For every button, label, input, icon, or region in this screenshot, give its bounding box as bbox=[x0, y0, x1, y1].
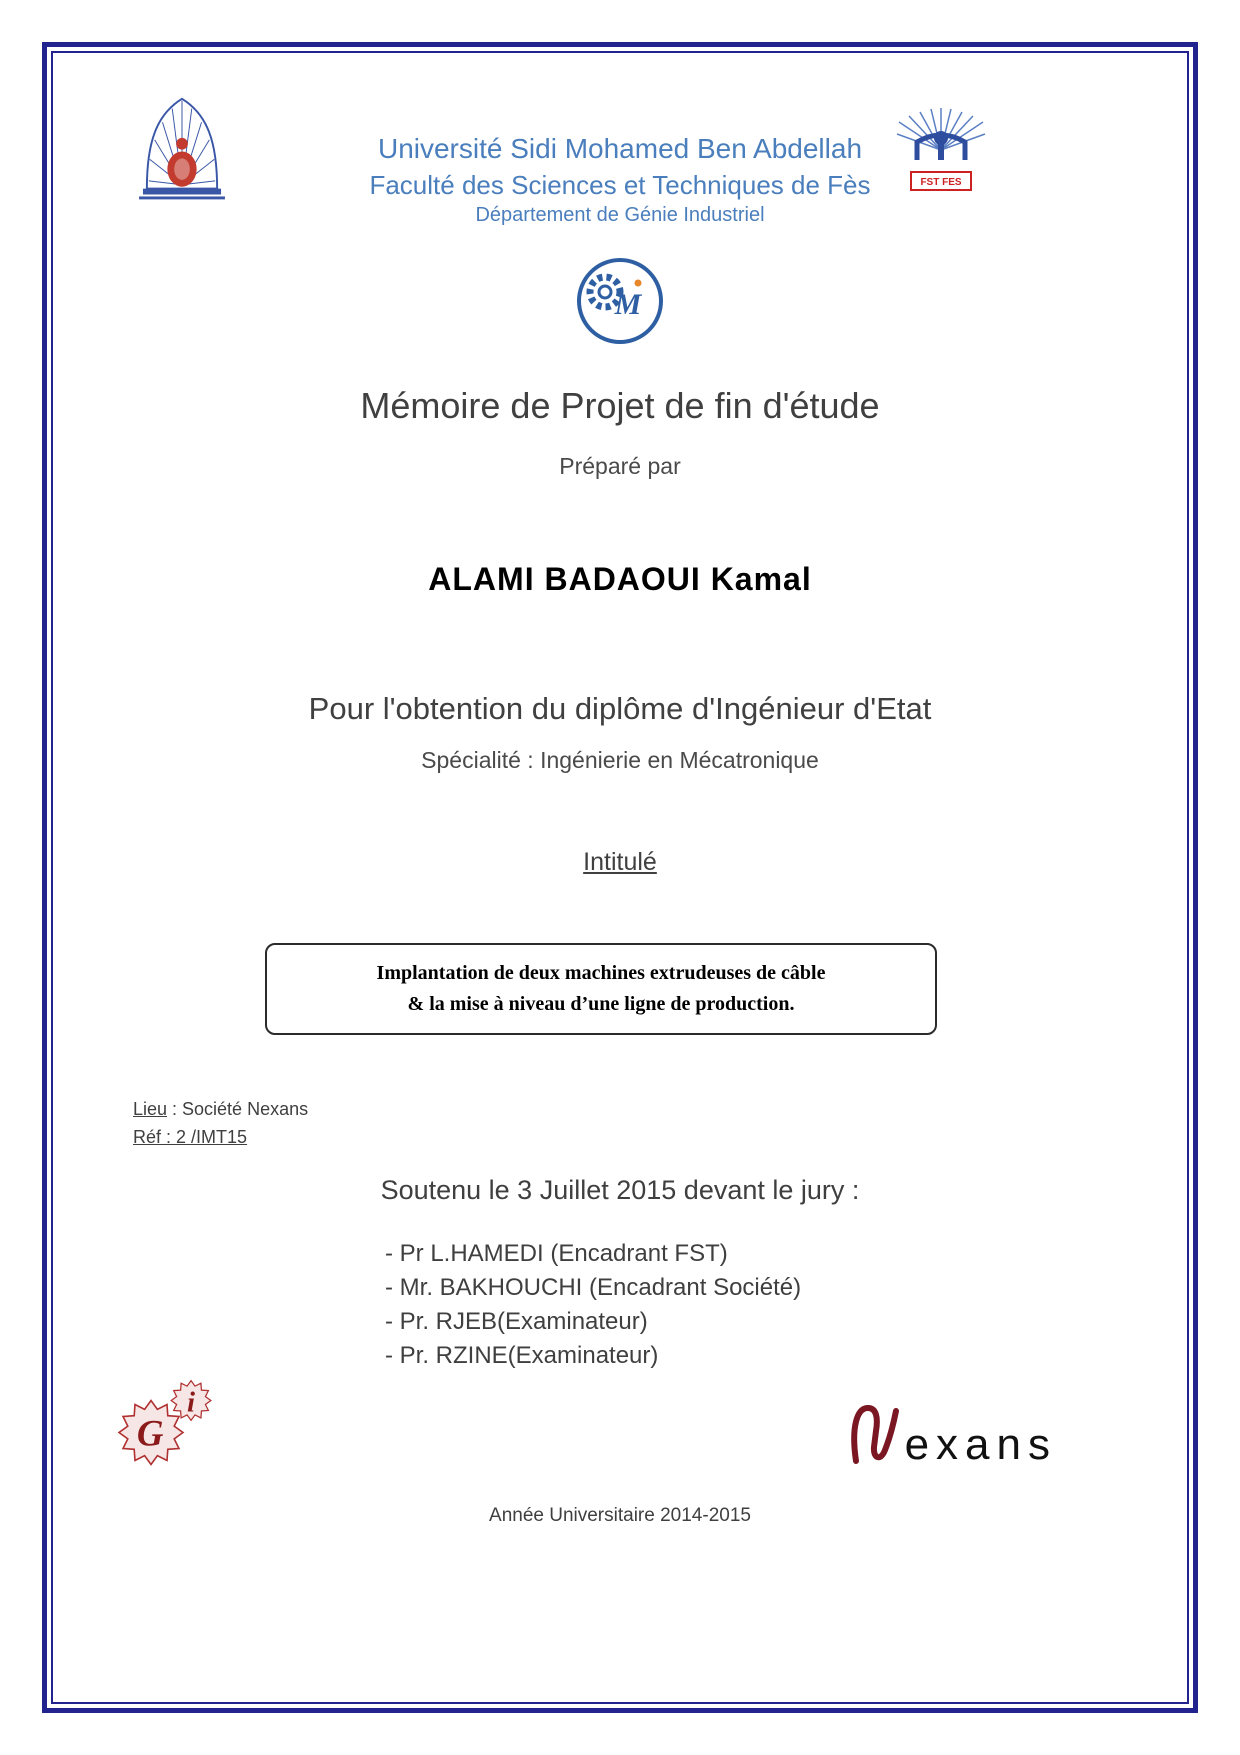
institution-header bbox=[53, 131, 1187, 229]
jury-member: - Pr L.HAMEDI (Encadrant FST) bbox=[385, 1240, 728, 1267]
location-reference-block bbox=[133, 1096, 308, 1152]
project-title-box bbox=[265, 943, 937, 1035]
project-title-line1: Implantation de deux machines extrudeuses de câble bbox=[376, 962, 826, 984]
degree-line: Pour l'obtention du diplôme d'Ingénieur d'Etat bbox=[308, 691, 932, 726]
inner-border-frame bbox=[51, 51, 1189, 1704]
gi-letter-g: G bbox=[136, 1412, 164, 1454]
author-name: ALAMI BADAOUI Kamal bbox=[428, 561, 812, 597]
academic-year-footer: Année Universitaire 2014-2015 bbox=[489, 1505, 751, 1526]
jury-member: - Pr. RJEB(Examinateur) bbox=[385, 1308, 648, 1335]
nexans-logo bbox=[847, 1399, 1057, 1470]
project-title-line2: & la mise à niveau d’une ligne de production. bbox=[407, 993, 795, 1015]
department-name: Département de Génie Industriel bbox=[475, 204, 765, 227]
nexans-n-icon bbox=[847, 1399, 905, 1467]
gear-m-letter: M bbox=[614, 288, 642, 321]
faculty-name: Faculté des Sciences et Techniques de Fès bbox=[369, 169, 871, 200]
location-line bbox=[133, 1096, 308, 1124]
lieu-label: Lieu bbox=[133, 1099, 168, 1119]
jury-member: - Pr. RZINE(Examinateur) bbox=[385, 1342, 659, 1369]
jury-member: - Mr. BAKHOUCHI (Encadrant Société) bbox=[385, 1274, 802, 1301]
document-type-title: Mémoire de Projet de fin d'étude bbox=[360, 385, 880, 426]
lieu-value: : Société Nexans bbox=[167, 1099, 309, 1119]
reference-line: Réf : 2 /IMT15 bbox=[133, 1126, 248, 1147]
intitule-label: Intitulé bbox=[583, 848, 657, 876]
department-gear-m-logo-icon bbox=[53, 256, 1187, 346]
university-name: Université Sidi Mohamed Ben Abdellah bbox=[377, 133, 863, 164]
defense-date-line: Soutenu le 3 Juillet 2015 devant le jury : bbox=[380, 1175, 860, 1205]
gi-department-logo-icon bbox=[115, 1375, 215, 1475]
nexans-wordmark: exans bbox=[904, 1420, 1057, 1470]
gi-letter-i: i bbox=[186, 1386, 196, 1419]
fst-fes-label: FST FES bbox=[920, 177, 962, 188]
prepared-by-label: Préparé par bbox=[559, 453, 681, 479]
outer-border-frame bbox=[42, 42, 1198, 1713]
specialty-line: Spécialité : Ingénierie en Mécatronique bbox=[421, 747, 819, 773]
jury-list bbox=[53, 1237, 1187, 1373]
